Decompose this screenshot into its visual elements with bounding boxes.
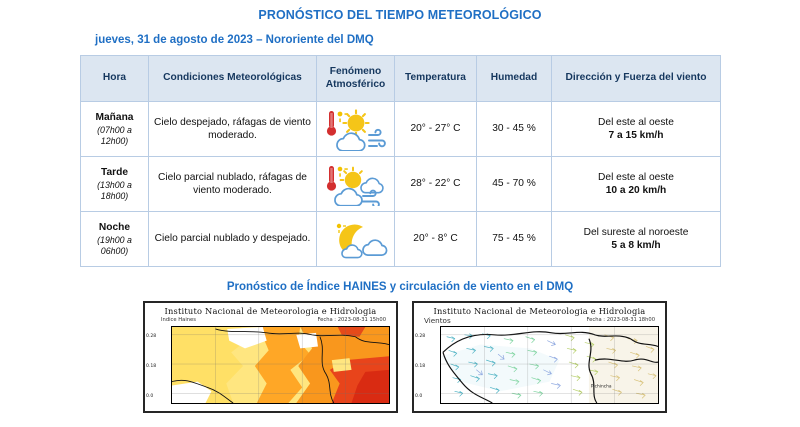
column-header-hora: Hora: [81, 56, 149, 102]
cell-viento: [552, 102, 721, 157]
forecast-table: [80, 55, 721, 267]
cell-temperatura: 20° - 8° C: [395, 212, 477, 267]
viento-fuerza: 10 a 20 km/h: [605, 185, 667, 196]
hora-nombre: Tarde: [101, 167, 128, 179]
ytick-label: 0.0: [146, 394, 154, 399]
forecast-date-subtitle: jueves, 31 de agosto de 2023 – Nororiente del DMQ: [95, 34, 374, 46]
viento-fuerza: 5 a 8 km/h: [611, 240, 661, 251]
cell-hora: [81, 102, 149, 157]
moon-clouds-icon: [323, 217, 389, 261]
column-header-condiciones: Condiciones Meteorológicas: [149, 56, 317, 102]
cell-humedad: 75 - 45 %: [477, 212, 552, 267]
ytick-label: 0.28: [415, 334, 426, 339]
map-variable-label: Vientos: [424, 316, 451, 325]
maps-section-title: Pronóstico de Índice HAINES y circulación de viento en el DMQ: [226, 281, 574, 293]
haines-contours: [172, 327, 389, 403]
partly-cloudy-wind-thermometer-icon: [323, 162, 389, 206]
maps-row: [0, 301, 800, 413]
cell-condiciones: Cielo despejado, ráfagas de viento moderado.: [149, 102, 317, 157]
cell-fenomeno: [317, 212, 395, 267]
ytick-label: 0.0: [415, 394, 423, 399]
viento-fuerza: 7 a 15 km/h: [608, 130, 664, 141]
page-title: PRONÓSTICO DEL TIEMPO METEOROLÓGICO: [258, 8, 542, 22]
table-row: [81, 212, 721, 267]
viento-direccion: Del este al oeste: [598, 116, 674, 128]
hora-nombre: Mañana: [95, 112, 134, 124]
column-header-humedad: Humedad: [477, 56, 552, 102]
map-place-label: Pichincha: [590, 384, 612, 390]
cell-humedad: 30 - 45 %: [477, 102, 552, 157]
cell-fenomeno: [317, 102, 395, 157]
column-header-fenomeno: Fenómeno Atmosférico: [317, 56, 395, 102]
haines-plot-wrap: [146, 326, 390, 404]
column-header-viento: Dirección y Fuerza del viento: [552, 56, 721, 102]
viento-direccion: Del sureste al noroeste: [583, 226, 689, 238]
ytick-label: 0.18: [415, 364, 426, 369]
cell-hora: [81, 157, 149, 212]
map-date-label: Fecha : 2023-08-31 15h00: [317, 317, 386, 323]
hora-rango: (13h00 a 18h00): [97, 179, 132, 201]
haines-index-map-panel[interactable]: [143, 301, 398, 413]
hora-rango: (07h00 a 12h00): [97, 124, 132, 146]
wind-circulation-map-panel[interactable]: [412, 301, 667, 413]
table-row: [81, 102, 721, 157]
wind-vector-field: [440, 326, 659, 404]
map-sub-labels: [145, 316, 396, 325]
cell-viento: [552, 212, 721, 267]
cell-humedad: 45 - 70 %: [477, 157, 552, 212]
map-sub-labels: [414, 316, 665, 325]
table-header-row: [81, 56, 721, 102]
cell-hora: [81, 212, 149, 267]
ytick-label: 0.18: [146, 364, 157, 369]
cell-temperatura: 28° - 22° C: [395, 157, 477, 212]
map-institute-label: Instituto Nacional de Meteorologia e Hidrologia: [164, 306, 377, 316]
ytick-label: 0.28: [146, 334, 157, 339]
wind-barbs: [441, 327, 658, 403]
map-variable-label: Indice Haines: [161, 317, 196, 323]
cell-condiciones: Cielo parcial nublado y despejado.: [149, 212, 317, 267]
column-header-temperatura: Temperatura: [395, 56, 477, 102]
hora-rango: (19h00 a 06h00): [97, 234, 132, 256]
viento-direccion: Del este al oeste: [598, 171, 674, 183]
table-row: [81, 157, 721, 212]
map-date-label: Fecha : 2023-08-31 18h00: [586, 317, 655, 323]
cell-viento: [552, 157, 721, 212]
map-institute-label: Instituto Nacional de Meteorologia e Hidrologia: [433, 306, 646, 316]
hora-nombre: Noche: [98, 222, 131, 234]
wind-plot-wrap: [415, 326, 659, 404]
cell-condiciones: Cielo parcial nublado, ráfagas de viento moderado.: [149, 157, 317, 212]
cell-temperatura: 20° - 27° C: [395, 102, 477, 157]
haines-heatmap: [171, 326, 390, 404]
cell-fenomeno: [317, 157, 395, 212]
sun-cloud-wind-thermometer-icon: [323, 107, 389, 151]
